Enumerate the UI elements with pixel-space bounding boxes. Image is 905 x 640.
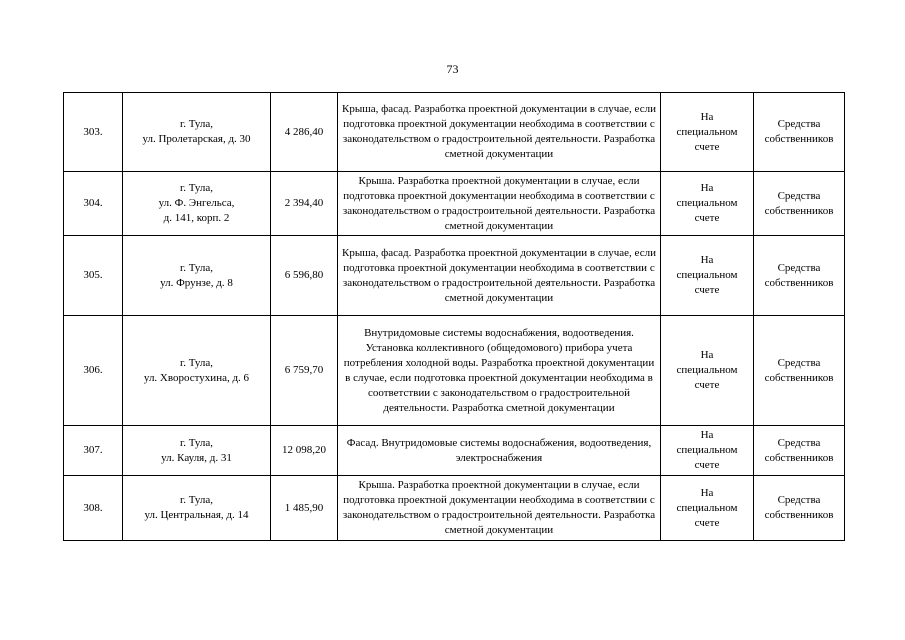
- table-row: [64, 476, 845, 541]
- table-row: [64, 93, 845, 172]
- amount-cell: 4 286,40: [271, 93, 338, 172]
- address-cell: г. Тула, ул. Ф. Энгельса, д. 141, корп. 2: [123, 172, 271, 236]
- table-row: [64, 426, 845, 476]
- row-number: 308.: [64, 476, 123, 541]
- funding-source-cell: Средства собственников: [754, 426, 845, 476]
- account-cell: На специальном счете: [661, 426, 754, 476]
- account-cell: На специальном счете: [661, 236, 754, 316]
- funding-source-cell: Средства собственников: [754, 476, 845, 541]
- row-number: 303.: [64, 93, 123, 172]
- address-cell: г. Тула, ул. Центральная, д. 14: [123, 476, 271, 541]
- work-description-cell: Крыша. Разработка проектной документации в случае, если подготовка проектной документации необходима в соответствии с законодательством о градостроительной деятельности. Разработка сметной документации: [338, 476, 661, 541]
- funding-source-cell: Средства собственников: [754, 316, 845, 426]
- work-description-cell: Крыша. Разработка проектной документации в случае, если подготовка проектной документации необходима в соответствии с законодательством о градостроительной деятельности. Разработка сметной документации: [338, 172, 661, 236]
- row-number: 307.: [64, 426, 123, 476]
- funding-source-cell: Средства собственников: [754, 236, 845, 316]
- address-cell: г. Тула, ул. Кауля, д. 31: [123, 426, 271, 476]
- work-description-cell: Фасад. Внутридомовые системы водоснабжения, водоотведения, электроснабжения: [338, 426, 661, 476]
- work-description-cell: Крыша, фасад. Разработка проектной документации в случае, если подготовка проектной документации необходима в соответствии с законодательством о градостроительной деятельности. Разработка сметной документации: [338, 93, 661, 172]
- program-table: [63, 92, 845, 541]
- amount-cell: 1 485,90: [271, 476, 338, 541]
- row-number: 305.: [64, 236, 123, 316]
- amount-cell: 2 394,40: [271, 172, 338, 236]
- amount-cell: 6 596,80: [271, 236, 338, 316]
- funding-source-cell: Средства собственников: [754, 93, 845, 172]
- address-cell: г. Тула, ул. Фрунзе, д. 8: [123, 236, 271, 316]
- account-cell: На специальном счете: [661, 93, 754, 172]
- account-cell: На специальном счете: [661, 476, 754, 541]
- amount-cell: 12 098,20: [271, 426, 338, 476]
- table-row: [64, 172, 845, 236]
- funding-source-cell: Средства собственников: [754, 172, 845, 236]
- address-cell: г. Тула, ул. Хворостухина, д. 6: [123, 316, 271, 426]
- account-cell: На специальном счете: [661, 316, 754, 426]
- row-number: 306.: [64, 316, 123, 426]
- address-cell: г. Тула, ул. Пролетарская, д. 30: [123, 93, 271, 172]
- work-description-cell: Внутридомовые системы водоснабжения, водоотведения. Установка коллективного (общедомового) прибора учета потребления холодной воды. Разработка проектной документации в случае, если подготовка проектной документации необходима в соответствии с законодательством о градостроительной деятельности. Разработка сметной документации: [338, 316, 661, 426]
- table-row: [64, 316, 845, 426]
- amount-cell: 6 759,70: [271, 316, 338, 426]
- table-row: [64, 236, 845, 316]
- page-number: 73: [446, 62, 459, 76]
- row-number: 304.: [64, 172, 123, 236]
- account-cell: На специальном счете: [661, 172, 754, 236]
- work-description-cell: Крыша, фасад. Разработка проектной документации в случае, если подготовка проектной документации необходима в соответствии с законодательством о градостроительной деятельности. Разработка сметной документации: [338, 236, 661, 316]
